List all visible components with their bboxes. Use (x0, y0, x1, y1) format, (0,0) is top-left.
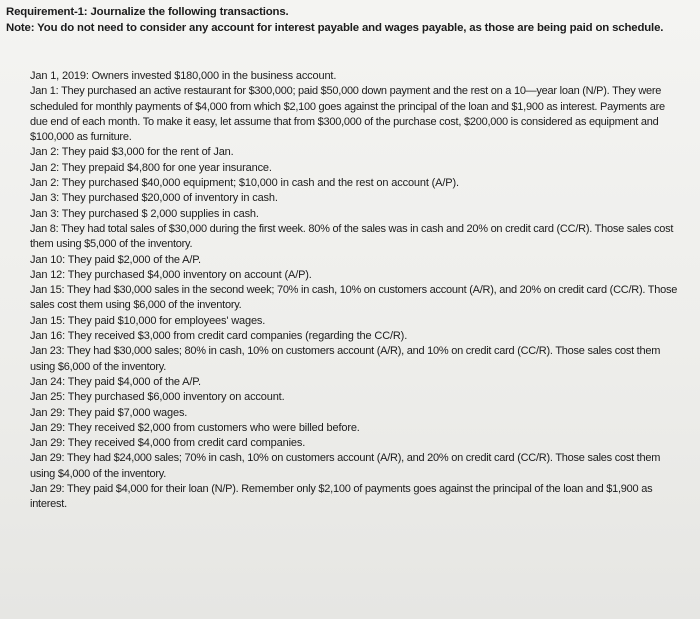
transaction-line: Jan 1: They purchased an active restaurant for $300,000; paid $50,000 down payment and the rest on a 10—year loan (N/P). They were scheduled for monthly payments of $4,000 from which $2,100 goes against the principal of the loan and $1,900 as interest. Payments are due end of each month. To make it easy, let assume that from $300,000 of the purchase cost, $200,000 is considered as equipment and $100,000 as furniture. (30, 85, 665, 144)
transaction-line: Jan 29: They had $24,000 sales; 70% in cash, 10% on customers account (A/R), and 20% on credit card (CC/R). Those sales cost them using $4,000 of the inventory. (30, 452, 661, 480)
transaction-line: Jan 12: They purchased $4,000 inventory on account (A/P). (30, 268, 312, 281)
transaction-line: Jan 3: They purchased $20,000 of inventory in cash. (30, 192, 278, 205)
transaction-line: Jan 15: They paid $10,000 for employees' wages. (30, 314, 266, 327)
transaction-line: Jan 8: They had total sales of $30,000 during the first week. 80% of the sales was in cash and 20% on credit card (CC/R). Those sales cost them using $5,000 of the inventory. (30, 222, 674, 251)
transaction-line: Jan 3: They purchased $ 2,000 supplies in cash. (30, 207, 259, 220)
transaction-line: Jan 25: They purchased $6,000 inventory on account. (30, 391, 285, 404)
transaction-line: Jan 29: They received $2,000 from customers who were billed before. (30, 421, 360, 434)
requirement-heading: Requirement-1: Journalize the following transactions. (6, 6, 289, 18)
transaction-line: Jan 15: They had $30,000 sales in the second week; 70% in cash, 10% on customers account (A/R), and 20% on credit card (CC/R). Those sales cost them using $6,000 of the inventory. (30, 284, 678, 312)
transaction-line: Jan 16: They received $3,000 from credit card companies (regarding the CC/R). (30, 330, 408, 343)
transaction-line: Jan 29: They paid $7,000 wages. (30, 406, 188, 419)
transaction-line: Jan 2: They paid $3,000 for the rent of Jan. (30, 146, 234, 159)
transaction-line: Jan 2: They purchased $40,000 equipment; $10,000 in cash and the rest on account (A/P). (30, 177, 459, 190)
transaction-line: Jan 23: They had $30,000 sales; 80% in cash, 10% on customers account (A/R), and 10% on credit card (CC/R). Those sales cost them using $6,000 of the inventory. (30, 345, 661, 373)
transaction-line: Jan 24: They paid $4,000 of the A/P. (30, 375, 201, 388)
transaction-line: Jan 1, 2019: Owners invested $180,000 in the business account. (30, 70, 337, 82)
transaction-line: Jan 29: They paid $4,000 for their loan (N/P). Remember only $2,100 of payments goes against the principal of the loan and $1,900 as interest. (30, 483, 653, 511)
header-section (6, 5, 696, 36)
transaction-line: Jan 2: They prepaid $4,800 for one year insurance. (30, 161, 272, 174)
transaction-line: Jan 10: They paid $2,000 of the A/P. (30, 253, 201, 266)
note-text: Note: You do not need to consider any account for interest payable and wages payable, as those are being paid on schedule. (6, 21, 664, 34)
transaction-list (30, 69, 685, 513)
transaction-line: Jan 29: They received $4,000 from credit card companies. (30, 437, 306, 450)
